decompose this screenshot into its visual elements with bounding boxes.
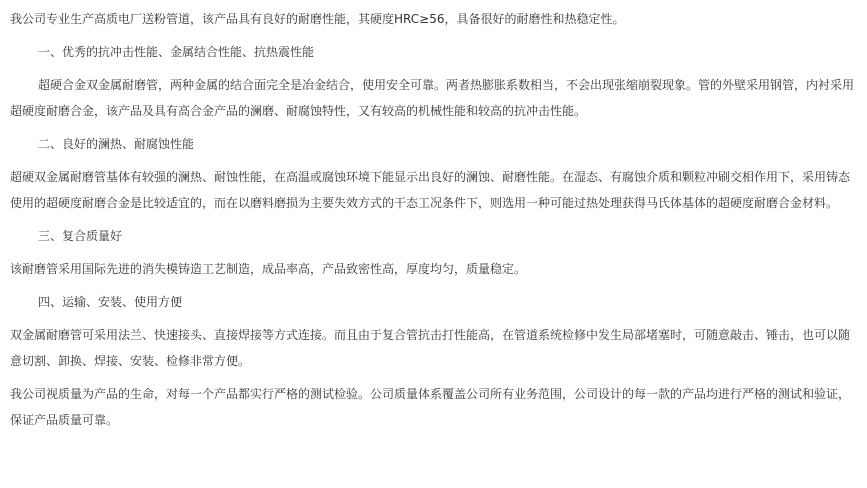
spacer — [10, 65, 859, 72]
section-body-1 — [10, 72, 859, 124]
section-body-2: 超硬双金属耐磨管基体有较强的澜热、耐蚀性能，在高温或腐蚀环境下能显示出良好的澜蚀、耐磨性能。在湿态、有腐蚀介质和颗粒冲刷交相作用下，采用铸态使用的超硬度耐磨合金是比较适宜的，而在以磨料磨损为主要失效方式的干态工况条件下，则选用一种可能过热处理获得马氏体基体的超硬度耐磨合金材料。 — [10, 170, 851, 210]
spacer — [10, 157, 859, 164]
spacer — [10, 249, 859, 256]
spacer — [10, 216, 859, 223]
section-body-3: 该耐磨管采用国际先进的消失模铸造工艺制造，成品率高，产品致密性高，厚度均匀，质量稳定。 — [10, 262, 527, 276]
section-heading-4: 四、运输、安装、使用方便 — [38, 295, 183, 309]
section-heading-3: 三、复合质量好 — [38, 229, 123, 243]
spacer — [10, 124, 859, 131]
spacer — [10, 315, 859, 322]
section-body-1-text: 超硬合金双金属耐磨管，两种金属的结合面完全是冶金结合，使用安全可靠。两者热膨胀系数相当，不会出现张缩崩裂现象。管的外壁采用钢管，内衬采用超硬度耐磨合金，该产品及具有高合金产品的澜磨、耐腐蚀特性，又有较高的机械性能和较高的抗冲击性能。 — [10, 78, 855, 118]
spacer — [10, 374, 859, 381]
section-heading-1: 一、优秀的抗冲击性能、金属结合性能、抗热震性能 — [38, 45, 315, 59]
closing-paragraph: 我公司视质量为产品的生命，对每一个产品都实行严格的测试检验。公司质量体系覆盖公司所有业务范围，公司设计的每一款的产品均进行严格的测试和验证，保证产品质量可靠。 — [10, 387, 851, 427]
spacer — [10, 282, 859, 289]
section-heading-2: 二、良好的澜热、耐腐蚀性能 — [38, 137, 195, 151]
spacer — [10, 32, 859, 39]
section-body-4: 双金属耐磨管可采用法兰、快速接头、直接焊接等方式连接。而且由于复合管抗击打性能高，在管道系统检修中发生局部堵塞时，可随意敲击、锤击，也可以随意切割、卸换、焊接、安装、检修非常方便。 — [10, 328, 851, 368]
intro-paragraph: 我公司专业生产高质电厂送粉管道，该产品具有良好的耐磨性能，其硬度HRC≥56，具备很好的耐磨性和热稳定性。 — [10, 12, 625, 26]
